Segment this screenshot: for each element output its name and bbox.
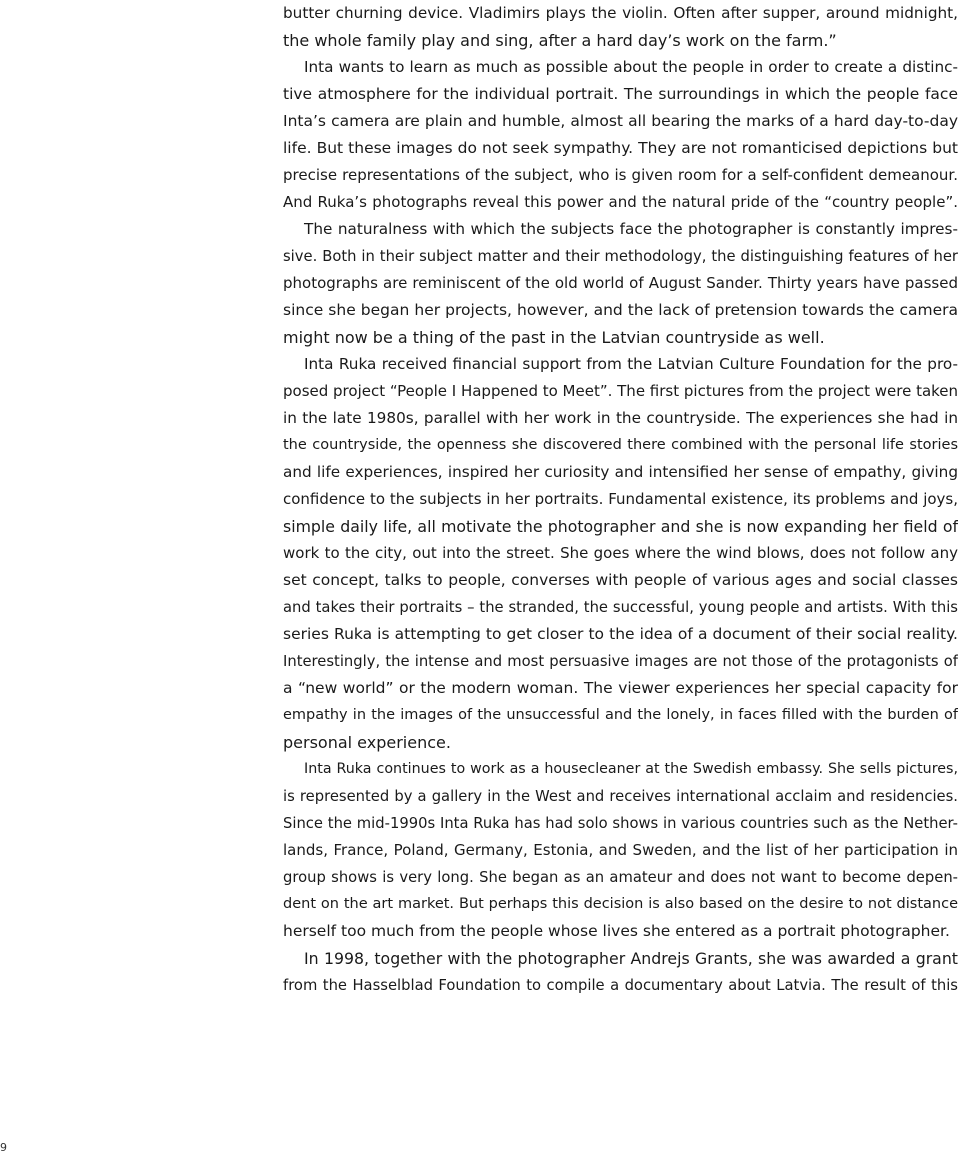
text-line: in the late 1980s, parallel with her work in the countryside. The experiences she had in xyxy=(283,409,958,427)
text-line: set concept, talks to people, converses with people of various ages and social classes xyxy=(283,571,958,589)
text-line: And Ruka’s photographs reveal this power and the natural pride of the “country people”. xyxy=(283,193,958,211)
text-line: In 1998, together with the photographer Andrejs Grants, she was awarded a grant xyxy=(304,949,958,968)
text-line: The naturalness with which the subjects face the photographer is constantly impres- xyxy=(304,220,958,238)
text-line: the countryside, the openness she discovered there combined with the personal life stories xyxy=(283,437,958,453)
text-line: butter churning device. Vladimirs plays the violin. Often after supper, around midnight, xyxy=(283,4,958,22)
text-line: the whole family play and sing, after a hard day’s work on the farm.” xyxy=(283,31,837,50)
text-line: life. But these images do not seek sympathy. They are not romanticised depictions but xyxy=(283,139,958,157)
text-line: precise representations of the subject, who is given room for a self-confident demeanour. xyxy=(283,166,958,184)
text-line: lands, France, Poland, Germany, Estonia, and Sweden, and the list of her participation in xyxy=(283,841,958,859)
text-line: might now be a thing of the past in the Latvian countryside as well. xyxy=(283,328,825,347)
text-column xyxy=(283,0,958,999)
text-line: and takes their portraits – the stranded, the successful, young people and artists. With this xyxy=(283,599,958,616)
text-line: photographs are reminiscent of the old world of August Sander. Thirty years have passed xyxy=(283,274,958,292)
text-line: dent on the art market. But perhaps this decision is also based on the desire to not distance xyxy=(283,896,958,912)
text-line: posed project “People I Happened to Meet”. The first pictures from the project were taken xyxy=(283,382,958,400)
text-line: and life experiences, inspired her curiosity and intensified her sense of empathy, giving xyxy=(283,463,958,481)
text-line: personal experience. xyxy=(283,733,451,752)
text-line: work to the city, out into the street. She goes where the wind blows, does not follow any xyxy=(283,544,958,562)
text-line: is represented by a gallery in the West and receives international acclaim and residencies. xyxy=(283,788,958,805)
text-line: series Ruka is attempting to get closer to the idea of a document of their social reality. xyxy=(283,625,958,643)
text-line: Inta’s camera are plain and humble, almost all bearing the marks of a hard day-to-day xyxy=(283,112,958,130)
text-line: tive atmosphere for the individual portrait. The surroundings in which the people face xyxy=(283,85,958,103)
text-line: Interestingly, the intense and most persuasive images are not those of the protagonists of xyxy=(283,653,958,670)
text-line: Inta Ruka received financial support from the Latvian Culture Foundation for the pro- xyxy=(304,355,958,373)
page-number: 9 xyxy=(0,1141,7,1154)
text-line: a “new world” or the modern woman. The viewer experiences her special capacity for xyxy=(283,679,958,697)
text-line: sive. Both in their subject matter and their methodology, the distinguishing features of her xyxy=(283,248,958,265)
text-line: simple daily life, all motivate the photographer and she is now expanding her field of xyxy=(283,517,958,536)
text-line: empathy in the images of the unsuccessful and the lonely, in faces filled with the burden of xyxy=(283,707,958,723)
text-line: Inta wants to learn as much as possible about the people in order to create a distinc- xyxy=(304,58,958,76)
text-line: herself too much from the people whose lives she entered as a portrait photographer. xyxy=(283,922,950,940)
text-line: from the Hasselblad Foundation to compile a documentary about Latvia. The result of this xyxy=(283,977,958,994)
text-line: Inta Ruka continues to work as a housecleaner at the Swedish embassy. She sells pictures, xyxy=(304,761,958,777)
text-line: confidence to the subjects in her portraits. Fundamental existence, its problems and joys, xyxy=(283,490,958,508)
text-line: Since the mid-1990s Inta Ruka has had solo shows in various countries such as the Nether- xyxy=(283,815,958,832)
text-line: since she began her projects, however, and the lack of pretension towards the camera xyxy=(283,301,958,319)
text-line: group shows is very long. She began as an amateur and does not want to become depen- xyxy=(283,869,958,886)
